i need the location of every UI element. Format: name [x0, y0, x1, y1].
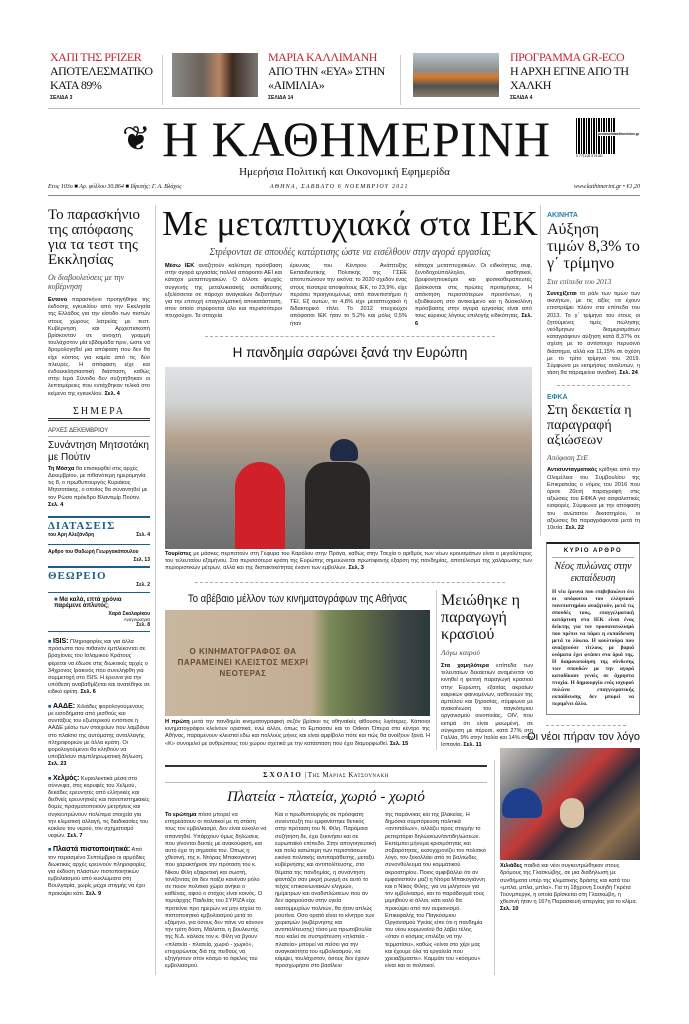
teaser-kicker: ΠΡΟΓΡΑΜΜΑ GR-ECO: [510, 50, 625, 64]
divider: [400, 55, 401, 105]
divider: [494, 760, 495, 975]
article-ref: Σελ. 13: [133, 557, 150, 564]
photo-caption: Τουρίστες με μάσκες περπατούν στη Γέφυρα του Καρόλου στην Πράγα, καθώς στην Τσεχία ο αριθμός των νέων κρουσμάτων είναι ο μεγαλύτερος του τελευταίου εξαμήνου. Στα περισσότερα κράτη της Ευρώπης σημειώνεται πρωτοφανής έξαρση της πανδημίας, αποτέλεσμα της χαλάρωσης των περιοριστικών μέτρων, αλλά και της διστακτικότητας έναντι των εμβολίων. Σελ. 3: [165, 551, 532, 572]
cinema-caption: Η πρώτη μετά την πανδημία κινηματογραφική σεζόν βρίσκει τις αθηναϊκές αίθουσες λιγότερες. Κάποιοι κινηματογράφοι κλείνουν οριστικά, ενώ άλλοι, όπως το Εμπασσυ και το Odeon Όπερα στο κέντρο της Αθήνας, παραμένουν κλειστοί εδώ και πολλούς μήνες και είναι αμφίβολο πότε και πώς θα ανοίξουν ξανά. Η «Κ» συνομιλεί με ανθρώπους του χώρου σχετικά με την κατάσταση που έχει διαμορφωθεί. Σελ. 15: [165, 719, 430, 747]
bullet-icon: ■: [48, 639, 53, 646]
teaser-kallimani[interactable]: [268, 50, 394, 101]
brief-item[interactable]: ■ ΑΑΔΕ: Χιλιάδες φορολογούμενους με εισοδήματα από μισθούς και συντάξεις του εξωτερικού εντόπισε η ΑΑΔΕ μέσω των στοιχείων που λαμβάνει στο πλαίσιο της αυτόματης ανταλλαγής πληροφοριών με άλλα κράτη. Οι φορολογούμενοι θα κληθούν να υποβάλουν συμπληρωματική δήλωση. Σελ. 23: [48, 702, 150, 768]
wine-body: Στα χαμηλότερα επίπεδα των τελευταίων δεκαετιών αναμένεται να κινηθεί η φετινή παραγωγή κρασιού στην Ευρώπη, εξαιτίας ακραίων καιρικών φαινομένων, ασθενειών της αμπέλου και ξηρασίας, σύμφωνα με ανακοίνωση του παγκόσμιου οργανισμού οινοποιίας, OIV, που εκτιμά ότι είναι μειωμένη, σε σύγκριση με πέρυσι, κατά 27% στη Γαλλία, 9% στην Ιταλία και 14% στην Ισπανία. Σελ. 11: [441, 663, 534, 749]
climate-protest-photo: [500, 748, 640, 860]
opinion-author: Χαρά Σκολαρίκου: [108, 611, 150, 618]
theoreio-ref: Σελ. 2: [136, 582, 150, 589]
bullet-icon: ■: [48, 847, 53, 854]
teaser-photo-greco: [413, 53, 499, 97]
right-column: [500, 205, 640, 914]
photo-headline[interactable]: Η πανδημία σαρώνει ξανά την Ευρώπη: [232, 345, 468, 360]
teaser-title: ΑΠΟΤΕΛΕΣΜΑΤΙΚΟ ΚΑΤΑ 89%: [50, 64, 153, 92]
website-price: www.kathimerini.gr • €1,20: [573, 184, 640, 190]
teaser-kicker: ΜΑΡΙΑ ΚΑΛΛΙΜΑΝΗ: [268, 50, 377, 64]
realestate-subtitle: Στα επίπεδα του 2013: [547, 277, 612, 286]
divider: [436, 590, 437, 750]
teaser-page: ΣΕΛΙΔΑ 14: [268, 95, 294, 101]
diatasis-title[interactable]: ΔΙΑΤΑΣΕΙΣ: [48, 520, 116, 533]
barcode-number: 9 771108 979181: [576, 154, 603, 158]
putin-body: Τη Μόσχα θα επισκεφθεί στις αρχές Δεκεμβρίου, με πιθανότερη ημερομηνία τις 8, ο πρωθυπουργός Κυριάκος Μητσοτάκης, ο οποίος θα συναντηθεί με τον Ρώσο πρόεδρο Βλαντιμίρ Πούτιν. Σελ. 4: [48, 465, 148, 508]
cinema-headline[interactable]: Το αβέβαιο μέλλον των κινηματογράφων της Αθήνας: [188, 593, 407, 605]
wine-subtitle: Λόγω καιρού: [441, 648, 480, 657]
main-headline[interactable]: Με μεταπτυχιακά στα ΙΕΚ: [162, 204, 538, 243]
realestate-kicker: ΑΚΙΝΗΤΑ: [547, 212, 578, 219]
divider: [162, 55, 163, 105]
divider: [48, 108, 640, 109]
article-author[interactable]: Αρθρο του Θαδωρή Γεωργακόπουλου: [48, 549, 139, 556]
efka-body: Αντισυνταγματικός κρίθηκε από την Ολομέλεια του Συμβουλίου της Επικρατείας ο νόμος του 2016 που όρισε 20ετή παραγραφή στις αξιώσεις του ΕΦΚΑ για ασφαλιστικές εισφορές. Σύμφωνα με την απόφαση του ανώτατου δικαστηρίου, οι αξιώσεις θα παραγράφονται μετά τη 10ετία. Σελ. 22: [547, 467, 640, 532]
theoreio-title[interactable]: ΘΕΩΡΕΙΟ: [48, 570, 107, 583]
left-column: [48, 208, 150, 904]
lead-headline[interactable]: Το παρασκήνιο της απόφασης για τα τεστ της Εκκλησίας: [48, 207, 140, 268]
editorial-headline[interactable]: Νέος πυλώνας στην εκπαίδευση: [554, 561, 632, 585]
issue-info: Ετος 103ο ■ Αρ. φύλλου 30.864 ■ Ιδρυτής: Γ. Α. Βλάχος: [48, 184, 182, 190]
masthead-subtitle: Ημερήσια Πολιτική και Οικονομική Εφημερίδα: [239, 166, 450, 178]
divider: [195, 582, 505, 583]
diatasis-author: του Αρη Αλεξάνδρη: [48, 532, 95, 539]
youth-caption: Χιλιάδες παιδιά και νέοι συγκεντρώθηκαν στους δρόμους της Γλασκώβης, σε μια διαδήλωση με συνθήματα υπέρ της κλιματικής δράσης και κατά του «μπλα, μπλα, μπλα». Για τη 18χρονη Σουηδή Γκρέτα Τούνμπεργκ, η οποία βρίσκεται στη Γλασκώβη, η χθεσινή ήταν η 167η Παρασκευή απεργίας για το κλίμα. Σελ. 10: [500, 863, 638, 913]
efka-kicker: ΕΦΚΑ: [547, 394, 568, 402]
comment-label: ΣΧΟΛΙΟ | Της Μαριας Κατσουνακη: [263, 771, 389, 779]
diatasis-ref: Σελ. 4: [136, 532, 150, 539]
teaser-title: ΑΠΟ ΤΗΝ «ΕΥΑ» ΣΤΗΝ «ΑΙΜΙΛΙΑ»: [268, 64, 385, 92]
editorial-label: ΚΥΡΙΟ ΑΡΘΡΟ: [552, 548, 634, 558]
teaser-pfizer[interactable]: [50, 50, 156, 101]
divider: [155, 205, 156, 975]
wine-headline[interactable]: Μειώθηκε η παραγωγή κρασιού: [441, 592, 520, 643]
efka-headline[interactable]: Στη δεκαετία η παραγραφή αξιώσεων: [547, 403, 632, 449]
teaser-title: Η ΑΡΧΗ ΕΓΙΝΕ ΑΠΟ ΤΗ ΧΑΛΚΗ: [510, 64, 629, 92]
comment-body: Το ερώτημα πόσο μπορεί να επηρεάσουν οι πολιτικοί με τη στάση τους τον εμβολιασμό, δεν είναι εύκολο να απαντηθεί. Υπάρχουν όμως δηλώσεις που γίνονται δεκτές με ανακούφιση, και αυτό έχει τη σημασία του. Οπως η χθεσινή, της κ. Ντόρας Μπακογιάννη που χαρακτήρισε την πρόταση του κ. Νίκου Φίλη εξαιρετική και σωστή, τονίζοντας ότι δεν παίζει κανέναν ρόλο σε ποιον πολιτικό χώρο ανήκει ο καθένας, αφού ο στόχος είναι κοινός. Ο τομεάρχης Παιδείας του ΣΥΡΙΖΑ είχε προτείνει προ ημερών να μην ισχύει το πιστοποιητικό εμβολιασμού μετά το εξάμηνο, για όσους δεν πάνε να κάνουν την τρίτη δόση. Μάλιστα, η βουλευτής της Ν.Δ. κάλεσε τον κ. Φίλη να βγουν «πλατεία - πλατεία, χωριό - χωριό», επιχειρώντας διά της πειθούς να εξηγήσουν στον κόσμο το όφελος του εμβολιασμού. Και ο πρωθυπουργός σε πρόσφατη συνέντευξή του εμφανίστηκε θετικός στην πρόταση του Ν. Φίλη. Παρόμοια συζήτηση δε, έχει ξεκινήσει και σε ευρωπαϊκό επίπεδο. Στην απογοητευτική και πολύ κατώτερη των περιστάσεων εικόνα πολιτικής αντιπαράθεσης, μεταξύ κυβέρνησης και αντιπολίτευσης, στο θέματα της πανδημίας, η συνάντηση φαντάζει σαν μικρή ρωγμή σε αυτό το τείχος επικοινωνιακών ελιγμών, ημίμετρων και αναδιπλώσεων που αν δεν αφορούσαν στην υγεία εκατομμυρίων πολιτών, θα ήταν απλώς ρουτίνα. Οσο ορατό είναι το κίνητρο των χειρισμών (κυβέρνησης και αντιπολίτευσης) τόσο μια πρωτοβουλία που καλεί σε συστράτευση «πλατεία - πλατεία» μπορεί να πείσει για την αναγκαιότητα του εμβολιασμού, να κάμψει, τουλάχιστον, όσους δεν έχουν προσχωρήσει στο βασίλειο της παράνοιας και της βλακείας. Η δημόσια συμπόρευση πολιτικά «αντιπάλων», αλλάζει προς στιγμήν το ρεπερτόριο δηλώσεων/αντιδηλώσεων. Εκπέμπει μήνυμα κρισιμότητας και σοβαρότητας, εκσυγχρονίζει τον πολιτικό λόγο, τον ξεκολλάει από το βαλτώδες συνονθύλευμα του κομματικού ακροατηρίου. Ποιος αμφιβάλλει ότι αν εμφανιστούν μαζί η Ντόρα Μπακογιάννη και ο Νίκος Φίλης, για να μιλήσουν για τον εμβολιασμό, και το παράδειγμά τους μιμηθούν κι άλλοι, κάτι καλό θα προκύψει από τον αυριανισμό. Επικεφαλής του Παγκόσμιου Οργανισμού Υγείας είπε ότι η πανδημία του νέου κορωνοϊού θα λάβει τέλος «όταν ο κόσμος επιλέξει να την τερματίσει», καθώς «είναι στο χέρι μας και έχουμε όλα τα εργαλεία που χρειαζόμαστε». Καμμάτι του «κόσμου» είναι και οι πολιτικοί.: [165, 812, 486, 970]
teaser-page: ΣΕΛΙΔΑ 4: [510, 95, 533, 101]
main-subtitle: Στρέφονται σε σπουδές κατάρτισης ώστε να εισέλθουν στην αγορά εργασίας: [209, 246, 491, 258]
today-label: ΣΗΜΕΡΑ: [48, 406, 150, 421]
putin-kicker: ΑΡΧΕΣ ΔΕΚΕΜΒΡΙΟΥ: [48, 428, 150, 437]
realestate-body: Συνεχίζεται το ράλι των τιμών των ακινήτων, με τις αξίες να έχουν επιστρέψει πλέον στα επίπεδα του 2013. Το γ΄ τρίμηνο του έτους οι ζητούμενες τιμές πώλησης νεόδμητων διαμερισμάτων καταγράφουν αύξηση κατά 8,37% σε σχέση με το αντίστοιχο περυσινό διάστημα, αλλά και 11,15% σε σχέση με το τρίτο τρίμηνο του 2019. Σύμφωνα με εκτιμήσεις αναλυτών, η τάση θα παραμείνει ανοδική. Σελ. 24: [547, 291, 640, 377]
cinema-photo: [165, 610, 430, 716]
bullet-icon: ■: [48, 775, 53, 782]
barcode-site: protoselidaefimeridon.gr: [598, 132, 640, 136]
lead-subtitle: Οι διαβουλεύσεις με την κυβέρνηση: [48, 273, 125, 291]
opinion-role: Αναγνώστρια: [123, 617, 150, 623]
griffin-logo-icon: ❦: [122, 120, 151, 158]
divider: [48, 195, 640, 196]
divider: [205, 336, 495, 337]
comment-author: Της Μαριας Κατσουνακη: [307, 771, 389, 779]
date-line: ΑΘΗΝΑ, ΣΑΒΒΑΤΟ 6 ΝΟΕΜΒΡΙΟΥ 2021: [270, 184, 409, 190]
efka-subtitle: Απόφαση ΣτΕ: [547, 453, 588, 463]
teaser-greco[interactable]: [510, 50, 640, 101]
editorial-body: Η νέα έρευνα που επιβεβαιώνει ότι οι απόφοιτοι του ελληνικού πανεπιστημίου αναζητούν, μετά τις σπουδές τους, επαγγελματική κατάρτιση στα ΙΕΚ είναι ένας δείκτης για τον προσανατολισμό που πρέπει να πάρει η εκπαίδευση μετά το λύκειο. Η κουλτούρα που αναζητούσε τίτλους με βαριά ονόματα έχει φτάσει στα όριά της. Η δαιμονοποίηση της σύνδεσης των σπουδών με την αγορά καταδίκασε γενιές σε άχρηστα πτυχία. Η δημιουργία ενός ισχυρού πυλώνα επαγγελματικής εκπαίδευσης δεν μπορεί να περιμένει άλλο.: [552, 589, 634, 708]
brief-item[interactable]: ■ ISIS: Πληροφορίες και για άλλα πρόσωπα που πιθανόν εμπλέκονται σε βραχίονες του Ισλαμικού Κράτους φέρεται να έδωσε στις διωκτικές αρχές ο 34χρονος Ιρακινός που συνελήφθη για συμμετοχή στο ISIS. Η έρευνα για την υπόθεση αναβαθμίζεται και ανατέθηκε σε ειδικό εφέτη. Σελ. 6: [48, 638, 150, 696]
teaser-photo-kallimani: [172, 53, 258, 97]
realestate-headline[interactable]: Αύξηση τιμών 8,3% το γ΄ τρίμηνο: [547, 221, 640, 272]
cinema-sign: Ο ΚΙΝΗΜΑΤΟΓΡΑΦΟΣ ΘΑ ΠΑΡΑΜΕΙΝΕΙ ΚΛΕΙΣΤΟΣ ΜΕΧΡΙ ΝΕΟΤΕΡΑΣ: [177, 647, 309, 678]
putin-headline[interactable]: Συνάντηση Μητσοτάκη με Πούτιν: [48, 439, 149, 463]
opinion-title[interactable]: ■ Μα καλά, επτά χρόνια παρέμενε άπλυτος;: [54, 597, 122, 610]
comment-rule: [165, 765, 487, 767]
editorial-box: [546, 542, 640, 715]
prague-photo: [165, 367, 532, 549]
brief-item[interactable]: ■ Χελμός: Κυριολεκτικά μέσα στα σύννεφα, στις κορυφές του Χελμού, δεκάδες ερευνητές από ελληνικές και διεθνείς ερευνητικές και πανεπιστημιακές δομές πραγματοποιούν μετρήσεις και συγκεντρώνουν πολύτιμα στοιχεία για την κλιματική αλλαγή, τις διαδικασίες του κύκλου του νερού, τον σχηματισμό νεφών. Σελ. 7: [48, 774, 150, 840]
teaser-kicker: ΧΑΠΙ ΤΗΣ PFIZER: [50, 50, 142, 64]
barcode: [576, 118, 640, 160]
main-body: Μέσω ΙΕΚ αναζητούν καλύτερη πρόσβαση στην αγορά εργασίας πολλοί απόφοιτοι ΑΕΙ και κάτοχοι μεταπτυχιακών. Ο άλλοτε φτωχός συγγενής της μεταλυκειακής εκπαίδευσης εξελίσσεται σε πάροχο αναγκαίων δεξιοτήτων για την επιτυχή επαγγελματική αποκατάσταση, στον οποίο στρέφονται όλο και περισσότεροι πτυχιούχοι. Τα στοιχεία έρευνας του Κέντρου Ανάπτυξης Εκπαιδευτικής Πολιτικής της ΓΣΕΕ αποτυπώνουν την εικόνα: το 2020 σχεδόν ένας στους τέσσερα αποφοίτους ΙΕΚ, το 23,9%, είχε περάσει προηγουμένως από πανεπιστήμιο ή ΤΕΙ. Εξ αυτών, το 4,8% είχε μεταπτυχιακό ή διδακτορικό τίτλο. Το 2012 πτυχιούχοι απόφοιτοι ΙΕΚ ήταν το 5,2% και μόλις 0,5% ήταν κάτοχοι μεταπτυχιακών. Οι ειδικότητες σεφ, ξενοδοχοϋπάλληλοι, αισθητικοί, βρεφονηπιοκόμοι και φυσικοθεραπευτές βρίσκονται στις πρώτες προτιμήσεις. Η απόκτηση περισσότερων προσόντων, η εξειδίκευση στο αντικείμενο και η δυσκολόνη πρόσβασης στην αγορά εργασίας είναι από τους κύριους λόγους επιλογής ειδικότητας. Σελ. 6: [165, 263, 532, 327]
bullet-icon: ■: [48, 703, 53, 710]
divider: [165, 782, 487, 783]
masthead-title: Η ΚΑΘΗΜΕΡΙΝΗ: [162, 111, 551, 167]
comment-headline[interactable]: Πλατεία - πλατεία, χωριό - χωριό: [227, 789, 425, 805]
opinion-ref: Σελ. 8: [136, 622, 150, 629]
lead-body: Εντονο παρασκήνιο προηγήθηκε της έκδοσης εγκυκλίου από την Εκκλησία της Ελλάδος για την είσοδο των πιστών στους χώρους λατρείας με τεστ. Κυβέρνηση και Αρχιεπισκοπή βρίσκονταν σε ανοιχτή γραμμή τουλάχιστον μία εβδομάδα πριν, ώστε να δρομολογηθεί μια απόφαση που δεν θα είχε κόστος για καμία από τις δύο πλευρές. Η απόφαση είχε και ενδοεκκλησιαστική διάσταση, καθώς στην Ιερά Σύνοδο δεν συζητήθηκαν οι λεπτομέρειες που εντάχθηκαν τελικά στο κείμενο της εγκυκλίου. Σελ. 4: [48, 297, 150, 397]
teaser-page: ΣΕΛΙΔΑ 3: [50, 95, 73, 101]
youth-headline[interactable]: Οι νέοι πήραν τον λόγο: [527, 731, 640, 744]
briefs-list: [48, 638, 150, 898]
brief-item[interactable]: ■ Πλαστά πιστοποιητικά: Από τον περασμένο Σεπτέμβριο οι αρμόδιες διωκτικές αρχές ερευνούν πληροφορίες για έκδοση πλαστών πιστοποιητικών εμβολιασμού από κυκλώματα στη Βουλγαρία, χωρίς μέχρι στιγμής να έχει προκύψει κάτι. Σελ. 9: [48, 846, 146, 897]
